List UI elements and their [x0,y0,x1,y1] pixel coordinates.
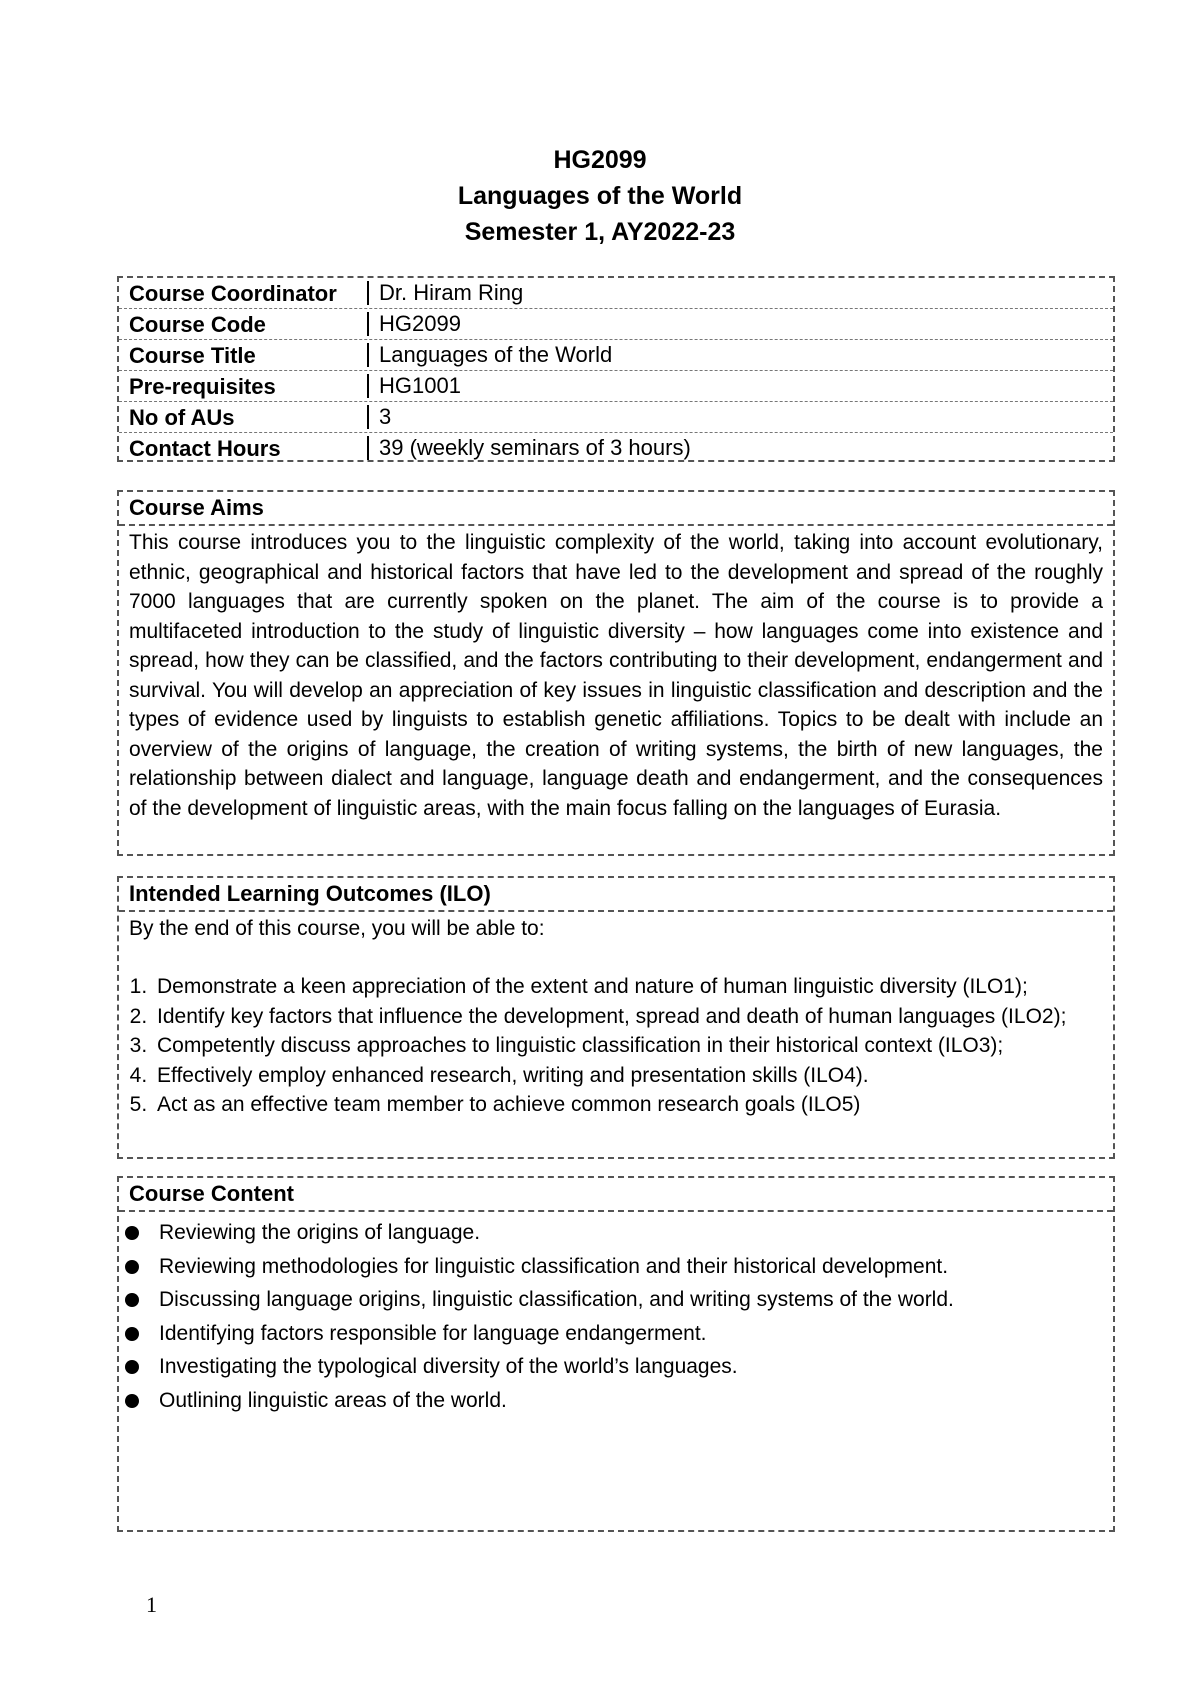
content-item-text: Discussing language origins, linguistic classification, and writing systems of the world. [159,1288,954,1311]
ilo-item: 3. Competently discuss approaches to linguistic classification in their historical context (ILO3); [153,1031,1113,1061]
info-value: Dr. Hiram Ring [367,281,523,305]
ilo-intro: By the end of this course, you will be able to: [129,917,545,940]
info-value: HG2099 [367,312,461,336]
ilo-item: 1. Demonstrate a keen appreciation of the extent and nature of human linguistic diversity (ILO1); [153,972,1113,1002]
bullet-icon [125,1394,139,1408]
content-item [119,1317,1113,1351]
ilo-list [119,972,1113,1120]
info-key: Course Title [129,343,256,368]
ilo-item: 4. Effectively employ enhanced research, writing and presentation skills (ILO4). [153,1061,1113,1091]
document-header [0,142,1200,250]
course-title-heading: Languages of the World [457,182,743,210]
content-item-text: Identifying factors responsible for language endangerment. [159,1321,707,1345]
info-row [119,278,1113,309]
content-item-text: Outlining linguistic areas of the world. [159,1388,507,1412]
course-aims-section [117,490,1115,856]
ilo-section [117,876,1115,1159]
info-key: Course Coordinator [129,281,337,306]
course-content-list [119,1216,1113,1417]
info-value: 3 [367,405,391,429]
bullet-icon [125,1293,139,1307]
info-key: No of AUs [129,405,235,430]
course-aims-title: Course Aims [119,492,1113,526]
course-content-section [117,1176,1115,1532]
ilo-item: 5. Act as an effective team member to achieve common research goals (ILO5) [153,1090,1113,1120]
content-item-text: Reviewing methodologies for linguistic classification and their historical development. [159,1254,949,1278]
info-key: Contact Hours [129,436,281,461]
ilo-title: Intended Learning Outcomes (ILO) [119,878,1113,912]
semester-heading: Semester 1, AY2022-23 [464,218,736,246]
content-item [119,1283,1113,1317]
info-key: Course Code [129,312,266,337]
info-row [119,402,1113,433]
bullet-icon [125,1360,139,1374]
content-item-text: Investigating the typological diversity of the world’s languages. [159,1355,738,1378]
content-item [119,1350,1113,1384]
info-value: Languages of the World [367,343,612,367]
content-item-text: Reviewing the origins of language. [159,1221,481,1244]
info-row [119,371,1113,402]
ilo-item: 2. Identify key factors that influence the development, spread and death of human languages (ILO2); [153,1002,1113,1032]
content-item [119,1250,1113,1284]
bullet-icon [125,1327,139,1341]
info-row [119,309,1113,340]
page-number: 1 [146,1592,157,1617]
content-item [119,1384,1113,1418]
info-value: HG1001 [367,374,461,398]
course-content-title: Course Content [119,1178,1113,1212]
course-code-heading: HG2099 [553,146,647,174]
bullet-icon [125,1260,139,1274]
bullet-icon [125,1226,139,1240]
course-aims-text: This course introduces you to the linguistic complexity of the world, taking into account evolutionary, ethnic, geographical and historical factors that have led to the development and spread of the roughly 7000 languages that are currently spoken on the planet. The aim of the course is to provide a multifaceted introduction to the study of linguistic diversity – how languages come into existence and spread, how they can be classified, and the factors contributing to their development, endangerment and survival. You will develop an appreciation of key issues in linguistic classification and description and the types of evidence used by linguists to establish genetic affiliations. Topics to be dealt with include an overview of the origins of language, the creation of writing systems, the birth of new languages, the relationship between dialect and language, language death and endangerment, and the consequences of the development of linguistic areas, with the main focus falling on the languages of Eurasia. [129,531,1103,820]
info-value: 39 (weekly seminars of 3 hours) [367,436,691,460]
course-info-table [117,276,1115,462]
info-row [119,340,1113,371]
content-item [119,1216,1113,1250]
info-key: Pre-requisites [129,374,276,399]
info-row [119,433,1113,463]
